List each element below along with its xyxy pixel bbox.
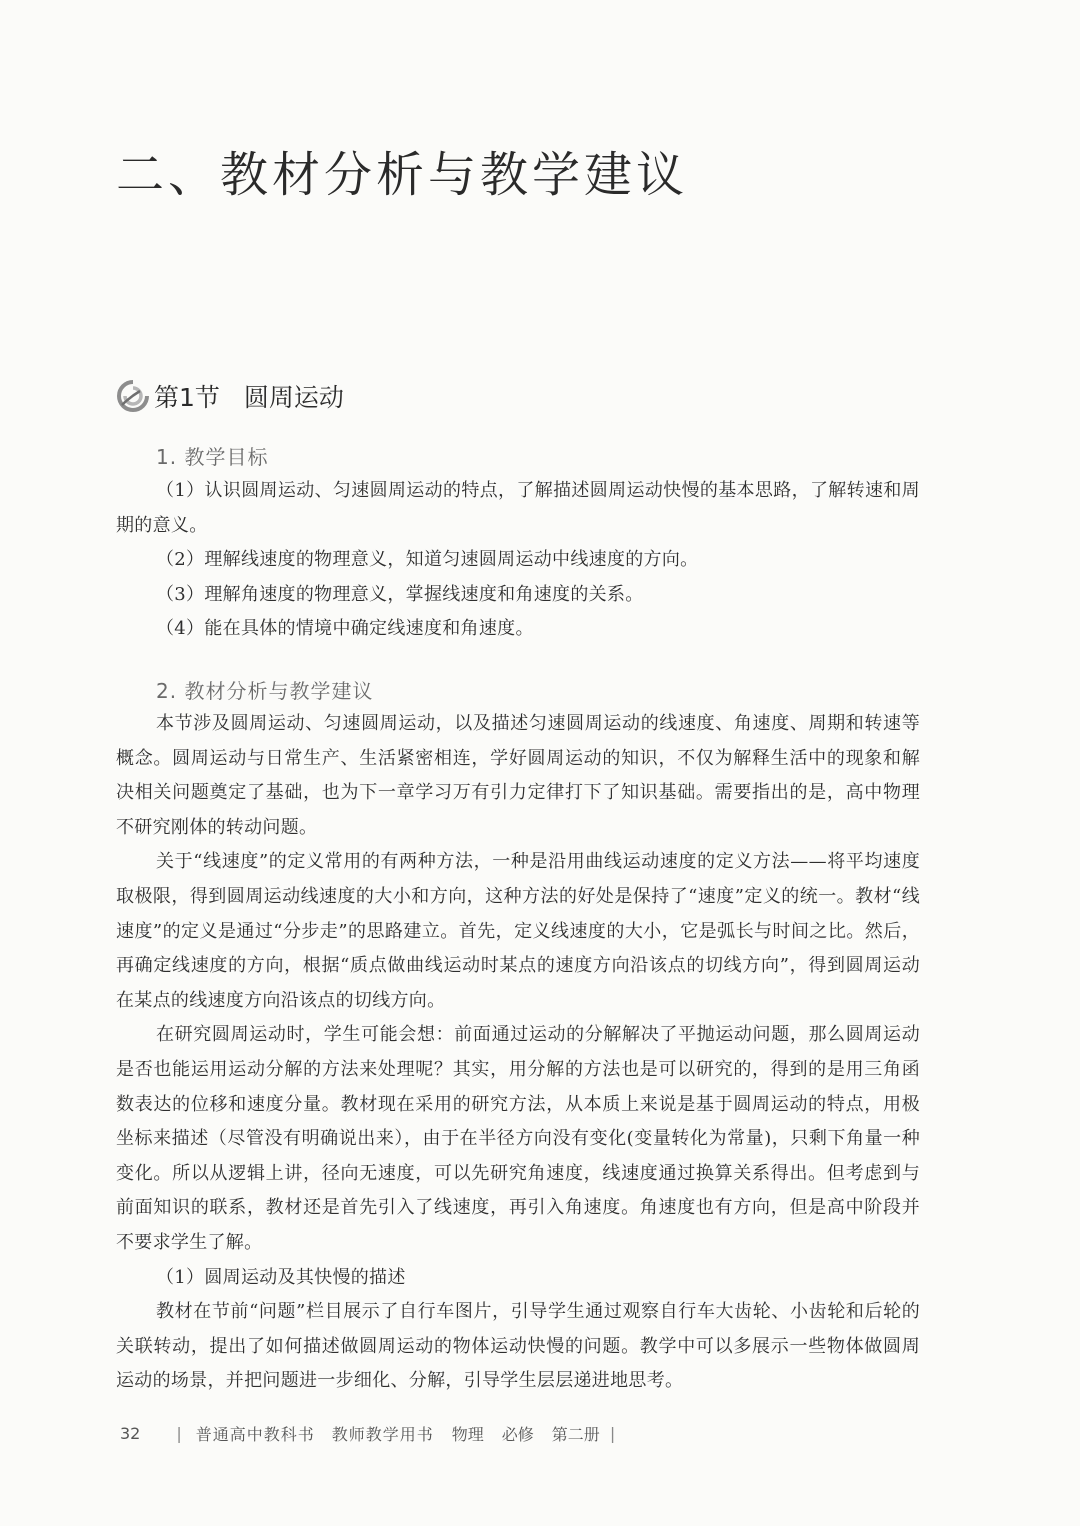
- objectives-heading: 1. 教学目标: [156, 445, 269, 469]
- section-heading: [116, 374, 344, 418]
- page-number: 32: [120, 1424, 141, 1443]
- book-required: 必修: [501, 1425, 534, 1444]
- book-title: 普通高中教科书 教师教学用书: [195, 1425, 434, 1444]
- objectives-list: [116, 474, 920, 647]
- section-name: 圆周运动: [243, 383, 344, 412]
- objective-item: （2）理解线速度的物理意义，知道匀速圆周运动中线速度的方向。: [156, 549, 699, 571]
- book-volume: 第二册: [551, 1425, 600, 1444]
- analysis-subheading: （1）圆周运动及其快慢的描述: [156, 1266, 406, 1288]
- footer-divider-end: |: [609, 1424, 616, 1443]
- footer-divider: |: [176, 1424, 182, 1443]
- objective-item: （3）理解角速度的物理意义，掌握线速度和角速度的关系。: [156, 583, 644, 605]
- section-number: 第1节: [154, 383, 220, 412]
- page-footer: [120, 1422, 615, 1445]
- analysis-paragraph: 本节涉及圆周运动、匀速圆周运动，以及描述匀速圆周运动的线速度、角速度、周期和转速等概念。圆周运动与日常生产、生活紧密相连，学好圆周运动的知识，不仅为解释生活中的现象和解决相关问题奠定了基础，也为下一章学习万有引力定律打下了知识基础。需要指出的是，高中物理不研究刚体的转动问题。: [116, 713, 920, 838]
- analysis-body: [116, 707, 920, 1399]
- swirl-logo-icon: [116, 379, 150, 413]
- analysis-heading: 2. 教材分析与教学建议: [156, 679, 374, 703]
- analysis-paragraph: 关于“线速度”的定义常用的有两种方法，一种是沿用曲线运动速度的定义方法——将平均速度取极限，得到圆周运动线速度的大小和方向，这种方法的好处是保持了“速度”定义的统一。教材“线速度”的定义是通过“分步走”的思路建立。首先，定义线速度的大小，它是弧长与时间之比。然后，再确定线速度的方向，根据“质点做曲线运动时某点的速度方向沿该点的切线方向”，得到圆周运动在某点的线速度方向沿该点的切线方向。: [116, 851, 920, 1011]
- analysis-paragraph: 在研究圆周运动时，学生可能会想：前面通过运动的分解解决了平抛运动问题，那么圆周运动是否也能运用运动分解的方法来处理呢？其实，用分解的方法也是可以研究的，得到的是用三角函数表达的位移和速度分量。教材现在采用的研究方法，从本质上来说是基于圆周运动的特点，用极坐标来描述（尽管没有明确说出来），由于在半径方向没有变化(变量转化为常量)，只剩下角量一种变化。所以从逻辑上讲，径向无速度，可以先研究角速度，线速度通过换算关系得出。但考虑到与前面知识的联系，教材还是首先引入了线速度，再引入角速度。角速度也有方向，但是高中阶段并不要求学生了解。: [116, 1024, 920, 1253]
- book-subject: 物理: [451, 1425, 484, 1444]
- objective-item: （4）能在具体的情境中确定线速度和角速度。: [156, 618, 534, 640]
- chapter-title: 二、教材分析与教学建议: [116, 147, 689, 203]
- objective-item: （1）认识圆周运动、匀速圆周运动的特点，了解描述圆周运动快慢的基本思路，了解转速和周期的意义。: [116, 480, 920, 536]
- analysis-paragraph: 教材在节前“问题”栏目展示了自行车图片，引导学生通过观察自行车大齿轮、小齿轮和后轮的关联转动，提出了如何描述做圆周运动的物体运动快慢的问题。教学中可以多展示一些物体做圆周运动的场景，并把问题进一步细化、分解，引导学生层层递进地思考。: [116, 1301, 920, 1392]
